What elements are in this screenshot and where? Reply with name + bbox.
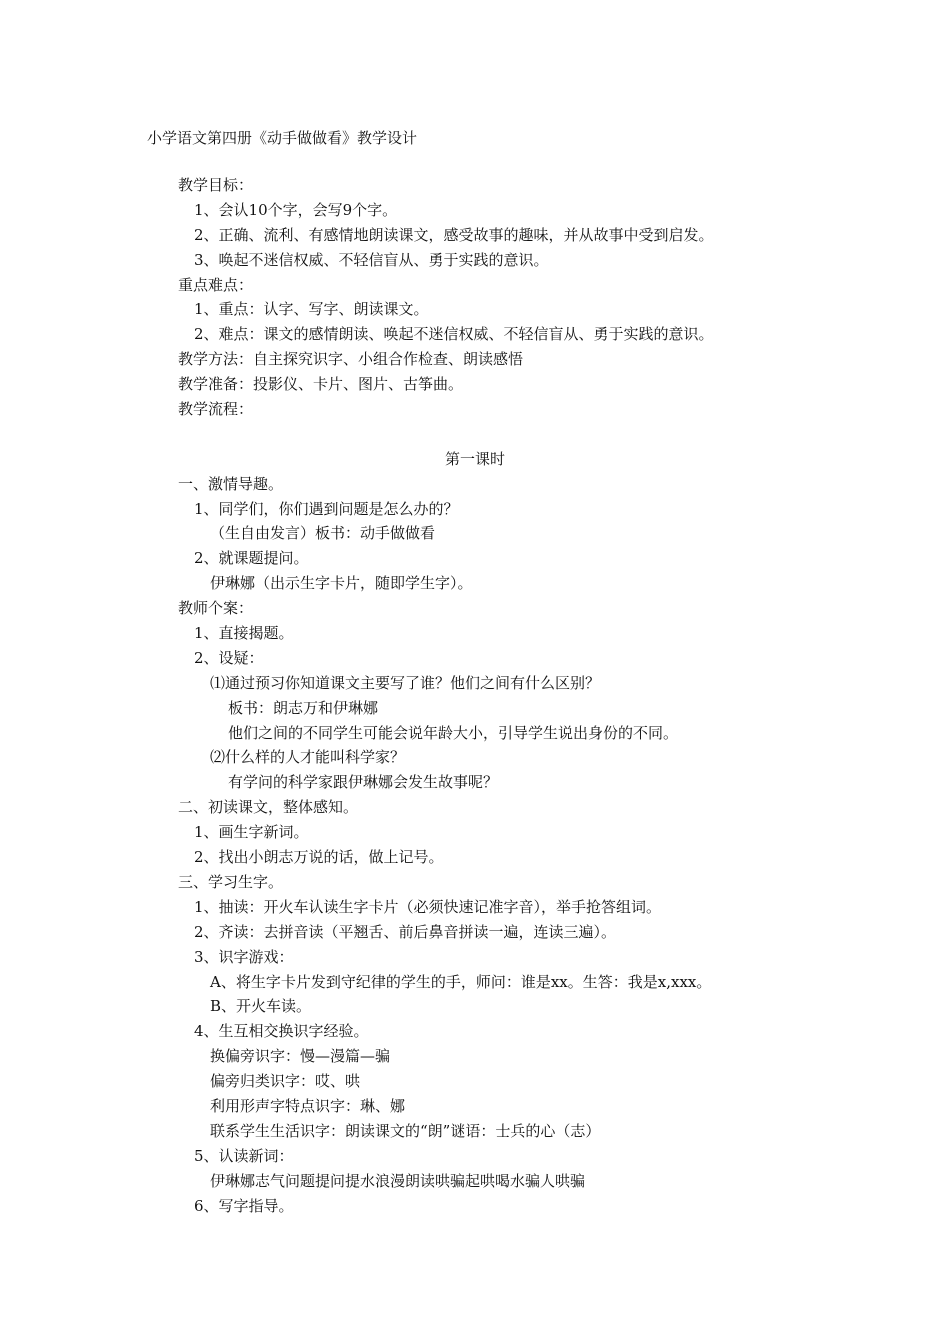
list-subitem: ⑴通过预习你知道课文主要写了谁？他们之间有什么区别？ — [210, 673, 601, 692]
list-item: 1、直接揭题。 — [194, 624, 294, 643]
list-subitem: A、将生字卡片发到守纪律的学生的手，师问：谁是xx。生答：我是x,xxx。 — [210, 972, 712, 991]
list-item: 2、设疑： — [194, 648, 264, 667]
list-subitem: B、开火车读。 — [210, 997, 312, 1016]
list-detail: 他们之间的不同学生可能会说年龄大小，引导学生说出身份的不同。 — [228, 723, 679, 742]
list-detail: 有学问的科学家跟伊琳娜会发生故事呢？ — [228, 773, 499, 792]
teaching-method: 教学方法：自主探究识字、小组合作检查、朗读感悟 — [178, 350, 524, 369]
lesson-heading: 第一课时 — [444, 449, 505, 468]
objective-item: 1、会认10个字，会写9个字。 — [194, 200, 398, 219]
section-heading-objectives: 教学目标： — [178, 176, 254, 194]
objective-item: 2、正确、流利、有感情地朗读课文，感受故事的趣味，并从故事中受到启发。 — [194, 225, 714, 244]
part-heading: 二、初读课文，整体感知。 — [178, 798, 359, 817]
part-heading: 三、学习生字。 — [178, 872, 284, 891]
list-item: 1、抽读：开火车认读生字卡片（必须快速记准字音），举手抢答组词。 — [194, 897, 662, 916]
document-body — [0, 173, 950, 1218]
list-item: 5、认读新词： — [194, 1146, 294, 1165]
list-item: 2、找出小朗志万说的话，做上记号。 — [194, 848, 444, 867]
list-subitem: ⑵什么样的人才能叫科学家？ — [210, 748, 406, 767]
list-subitem: 伊琳娜志气问题提问提水浪漫朗读哄骗起哄喝水骗人哄骗 — [210, 1171, 586, 1190]
list-subitem: 利用形声字特点识字：琳、娜 — [210, 1096, 406, 1115]
list-item: 4、生互相交换识字经验。 — [194, 1022, 369, 1041]
list-subitem: 换偏旁识字：慢—漫篇—骗 — [210, 1047, 391, 1066]
teaching-preparation: 教学准备：投影仪、卡片、图片、古筝曲。 — [178, 375, 464, 394]
part-heading: 一、激情导趣。 — [178, 474, 284, 493]
list-subitem: 伊琳娜（出示生字卡片，随即学生字）。 — [210, 574, 473, 593]
objective-item: 3、唤起不迷信权威、不轻信盲从、勇于实践的意识。 — [194, 250, 549, 269]
part-heading: 教师个案： — [178, 599, 254, 618]
list-item: 6、写字指导。 — [194, 1196, 294, 1215]
section-heading-key-points: 重点难点： — [178, 275, 254, 294]
list-item: 1、画生字新词。 — [194, 823, 309, 842]
spacer — [0, 422, 950, 447]
document-title: 小学语文第四册《动手做做看》教学设计 — [147, 129, 418, 147]
list-item: 3、识字游戏： — [194, 947, 294, 966]
list-subitem: （生自由发言）板书：动手做做看 — [210, 524, 436, 543]
list-subitem: 联系学生生活识字：朗读课文的“朗”谜语：士兵的心（志） — [210, 1121, 601, 1140]
list-item: 2、齐读：去拼音读（平翘舌、前后鼻音拼读一遍，连读三遍）。 — [194, 922, 617, 941]
key-point-item: 2、难点：课文的感情朗读、唤起不迷信权威、不轻信盲从、勇于实践的意识。 — [194, 325, 714, 344]
list-detail: 板书：朗志万和伊琳娜 — [228, 698, 379, 717]
list-item: 2、就课题提问。 — [194, 549, 309, 568]
section-heading-procedure: 教学流程： — [178, 400, 254, 419]
list-item: 1、同学们，你们遇到问题是怎么办的？ — [194, 499, 459, 518]
key-point-item: 1、重点：认字、写字、朗读课文。 — [194, 300, 429, 319]
list-subitem: 偏旁归类识字：哎、哄 — [210, 1072, 361, 1091]
